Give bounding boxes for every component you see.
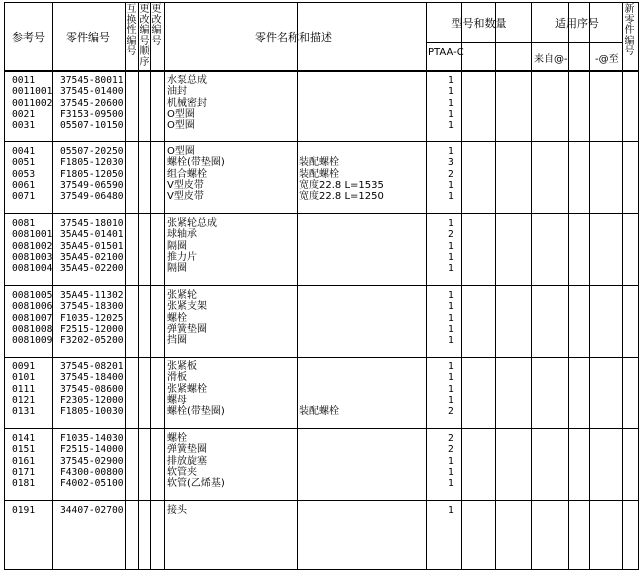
ref-no-cell: 0081005: [12, 290, 53, 301]
grid-line: [4, 2, 639, 3]
grid-line: [461, 2, 462, 570]
part-no-cell: 37549-06480: [60, 191, 124, 203]
part-name-cell: O型圈: [167, 108, 195, 120]
ref-no-cell: 0121: [12, 394, 36, 406]
grid-line: [138, 2, 139, 570]
part-no-cell: 34407-02700: [60, 505, 124, 516]
part-desc-cell: 宽度22.8 L=1250: [299, 191, 384, 203]
part-no-cell: F1035-14030: [60, 433, 124, 444]
part-no-cell: F4002-05100: [60, 478, 124, 490]
part-desc-cell: 装配螺栓: [299, 406, 339, 418]
qty-cell: 2: [448, 168, 454, 180]
ref-no-cell: 0081: [12, 218, 36, 229]
qty-cell: 1: [448, 301, 454, 313]
ref-no-cell: 0151: [12, 444, 36, 456]
part-name-cell: V型皮带: [167, 191, 204, 203]
part-no-cell: F1035-12025: [60, 312, 124, 324]
part-no-cell: 37545-80011: [60, 75, 124, 86]
part-name-cell: 螺母: [167, 394, 187, 406]
qty-cell: 1: [448, 97, 454, 109]
grid-line: [125, 2, 126, 570]
qty-cell: 1: [448, 505, 454, 516]
qty-cell: 1: [448, 240, 454, 252]
ref-no-cell: 0161: [12, 455, 36, 467]
qty-cell: 1: [448, 251, 454, 263]
part-name-cell: 软管(乙烯基): [167, 478, 225, 490]
ref-no-cell: 0061: [12, 179, 36, 191]
ref-no-cell: 0081006: [12, 301, 53, 313]
ref-no-cell: 0053: [12, 168, 36, 180]
ref-no-cell: 0021: [12, 108, 36, 120]
grid-line: [164, 2, 165, 570]
part-name-cell: 张紧轮总成: [167, 218, 217, 229]
part-no-cell: 37545-18010: [60, 218, 124, 229]
ref-no-cell: 0191: [12, 505, 36, 516]
part-name-cell: 螺栓: [167, 312, 187, 324]
ref-no-cell: 0051: [12, 157, 36, 169]
ref-no-cell: 0081002: [12, 240, 53, 252]
part-no-cell: F4300-00800: [60, 466, 124, 478]
part-name-cell: 螺栓(带垫圈): [167, 406, 225, 418]
header-serial-to: -@至: [595, 54, 619, 65]
part-name-cell: 油封: [167, 86, 187, 98]
ref-no-cell: 0081007: [12, 312, 53, 324]
qty-cell: 1: [448, 478, 454, 490]
header-new-part: 新零件编号: [624, 4, 635, 57]
part-name-cell: O型圈: [167, 120, 195, 132]
part-desc-cell: 装配螺栓: [299, 168, 339, 180]
part-no-cell: 35A45-02100: [60, 251, 124, 263]
qty-cell: 1: [448, 146, 454, 157]
ref-no-cell: 0041: [12, 146, 36, 157]
part-no-cell: F2515-12000: [60, 323, 124, 335]
ref-no-cell: 0101: [12, 372, 36, 384]
part-name-cell: 螺栓(带垫圈): [167, 157, 225, 169]
part-no-cell: 37545-01400: [60, 86, 124, 98]
part-name-cell: 接头: [167, 505, 187, 516]
part-name-cell: 弹簧垫圈: [167, 323, 207, 335]
header-serial: 适用序号: [555, 17, 599, 30]
part-no-cell: 37545-08600: [60, 383, 124, 395]
grid-line: [4, 285, 639, 286]
part-no-cell: 35A45-02200: [60, 263, 124, 275]
part-name-cell: 隔圈: [167, 240, 187, 252]
ref-no-cell: 0081009: [12, 335, 53, 347]
header-interchange: 互换性编号: [126, 4, 137, 57]
part-name-cell: 排放旋塞: [167, 455, 207, 467]
part-name-cell: 隔圈: [167, 263, 187, 275]
part-name-cell: V型皮带: [167, 179, 204, 191]
part-no-cell: F1805-12050: [60, 168, 124, 180]
part-no-cell: 05507-20250: [60, 146, 124, 157]
part-no-cell: 35A45-01501: [60, 240, 124, 252]
part-desc-cell: 装配螺栓: [299, 157, 339, 169]
qty-cell: 2: [448, 433, 454, 444]
part-no-cell: F1805-10030: [60, 406, 124, 418]
qty-cell: 1: [448, 86, 454, 98]
part-no-cell: F2515-14000: [60, 444, 124, 456]
part-name-cell: 软管夹: [167, 466, 197, 478]
qty-cell: 2: [448, 444, 454, 456]
ref-no-cell: 0081008: [12, 323, 53, 335]
qty-cell: 1: [448, 372, 454, 384]
header-serial-from: 来自@-: [534, 54, 568, 65]
ref-no-cell: 0031: [12, 120, 36, 132]
part-name-cell: 组合螺栓: [167, 168, 207, 180]
part-no-cell: F3153-09500: [60, 108, 124, 120]
grid-line: [150, 2, 151, 570]
grid-line: [4, 357, 639, 358]
part-name-cell: 水泵总成: [167, 75, 207, 86]
grid-line: [495, 2, 496, 570]
ref-no-cell: 0081001: [12, 229, 53, 241]
grid-line: [297, 2, 298, 570]
ref-no-cell: 0131: [12, 406, 36, 418]
qty-cell: 1: [448, 263, 454, 275]
grid-line: [4, 2, 5, 570]
qty-cell: 1: [448, 466, 454, 478]
part-desc-cell: 宽度22.8 L=1535: [299, 179, 384, 191]
qty-cell: 1: [448, 312, 454, 324]
ref-no-cell: 0141: [12, 433, 36, 444]
part-no-cell: 37545-18300: [60, 301, 124, 313]
ref-no-cell: 0011: [12, 75, 36, 86]
grid-line: [4, 71, 639, 72]
part-name-cell: 滑板: [167, 372, 187, 384]
part-no-cell: 37545-08201: [60, 361, 124, 372]
ref-no-cell: 0091: [12, 361, 36, 372]
ref-no-cell: 0181: [12, 478, 36, 490]
part-no-cell: F1805-12030: [60, 157, 124, 169]
grid-line: [568, 2, 569, 570]
part-no-cell: F2305-12000: [60, 394, 124, 406]
part-no-cell: 37549-06590: [60, 179, 124, 191]
grid-line: [4, 569, 639, 570]
part-name-cell: 张紧板: [167, 361, 197, 372]
ref-no-cell: 0111: [12, 383, 36, 395]
qty-cell: 1: [448, 394, 454, 406]
part-name-cell: 挡圈: [167, 335, 187, 347]
header-model: PTAA-C: [428, 47, 464, 58]
part-no-cell: 37545-18400: [60, 372, 124, 384]
qty-cell: 1: [448, 179, 454, 191]
part-name-cell: 螺栓: [167, 433, 187, 444]
header-ref-no: 参考号: [12, 31, 45, 44]
header-name-desc: 零件名称和描述: [255, 31, 332, 44]
qty-cell: 1: [448, 218, 454, 229]
grid-line: [4, 428, 639, 429]
grid-line: [426, 2, 427, 570]
part-no-cell: F3202-05200: [60, 335, 124, 347]
grid-line: [532, 42, 622, 43]
header-model-qty: 型号和数量: [451, 17, 507, 30]
qty-cell: 1: [448, 75, 454, 86]
qty-cell: 1: [448, 191, 454, 203]
ref-no-cell: 0011001: [12, 86, 53, 98]
header-change-order: 更改编号顺序: [139, 4, 150, 68]
header-part-no: 零件编号: [66, 31, 110, 44]
grid-line: [589, 2, 590, 570]
part-no-cell: 05507-10150: [60, 120, 124, 132]
grid-line: [4, 141, 639, 142]
qty-cell: 2: [448, 229, 454, 241]
grid-line: [531, 2, 532, 570]
qty-cell: 1: [448, 455, 454, 467]
part-name-cell: O型圈: [167, 146, 195, 157]
part-name-cell: 推力片: [167, 251, 197, 263]
header-change-code: 更改编号: [151, 4, 162, 47]
qty-cell: 1: [448, 361, 454, 372]
part-no-cell: 35A45-01401: [60, 229, 124, 241]
part-no-cell: 35A45-11302: [60, 290, 124, 301]
ref-no-cell: 0081004: [12, 263, 53, 275]
ref-no-cell: 0081003: [12, 251, 53, 263]
qty-cell: 1: [448, 323, 454, 335]
part-name-cell: 张紧螺栓: [167, 383, 207, 395]
part-name-cell: 弹簧垫圈: [167, 444, 207, 456]
grid-line: [427, 42, 531, 43]
qty-cell: 1: [448, 335, 454, 347]
qty-cell: 2: [448, 406, 454, 418]
qty-cell: 3: [448, 157, 454, 169]
ref-no-cell: 0071: [12, 191, 36, 203]
qty-cell: 1: [448, 383, 454, 395]
grid-line: [622, 2, 623, 570]
ref-no-cell: 0011002: [12, 97, 53, 109]
qty-cell: 1: [448, 108, 454, 120]
part-name-cell: 张紧轮: [167, 290, 197, 301]
part-no-cell: 37545-02900: [60, 455, 124, 467]
ref-no-cell: 0171: [12, 466, 36, 478]
qty-cell: 1: [448, 290, 454, 301]
part-name-cell: 机械密封: [167, 97, 207, 109]
part-name-cell: 张紧支架: [167, 301, 207, 313]
qty-cell: 1: [448, 120, 454, 132]
part-name-cell: 球轴承: [167, 229, 197, 241]
grid-line: [4, 213, 639, 214]
part-no-cell: 37545-20600: [60, 97, 124, 109]
grid-line: [4, 500, 639, 501]
